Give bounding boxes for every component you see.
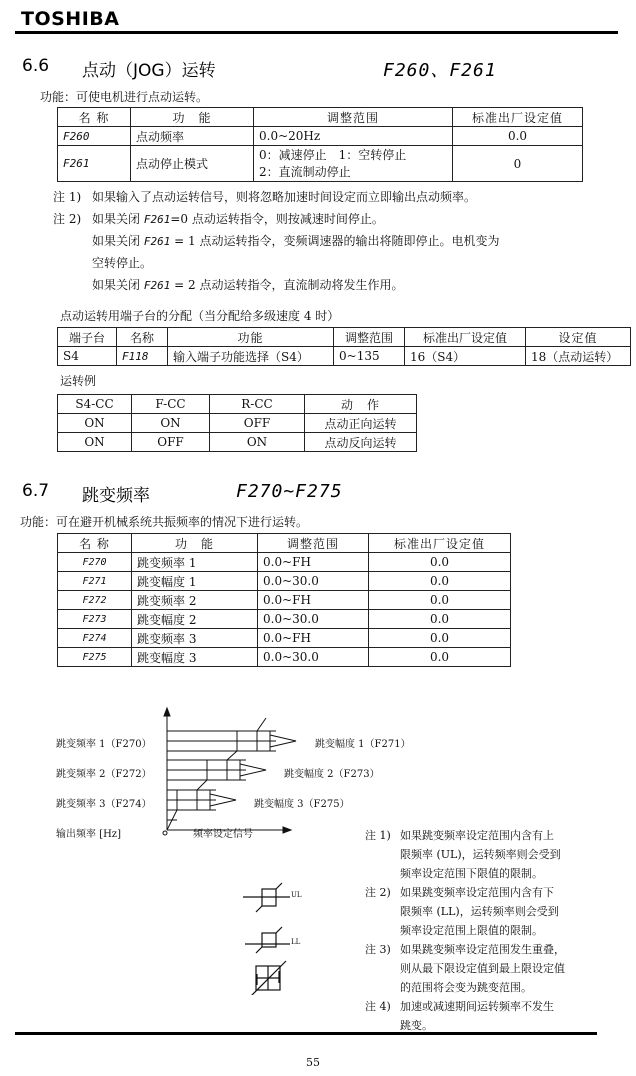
note-2-line-2 [92, 232, 499, 251]
jump-note-3 [365, 940, 565, 997]
terminal-caption: 点动运转用端子台的分配（当分配给多级速度 4 时） [60, 309, 340, 323]
note-text: 如果关闭 [92, 278, 141, 292]
note-line: 限频率 (UL)，运转频率则会受到 [400, 848, 561, 861]
col-default: 标准出厂设定值 [453, 108, 583, 127]
param-code: F118 [117, 347, 168, 366]
param-default: 0.0 [453, 127, 583, 146]
param-code: F261 [143, 279, 171, 292]
diagram-label-jump-freq-3: 跳变频率 3（F274） [56, 799, 152, 810]
param-default: 0.0 [369, 591, 511, 610]
col-s4cc: S4-CC [58, 395, 132, 414]
col-name: 名 称 [58, 534, 132, 553]
col-name: 名称 [117, 328, 168, 347]
param-default: 0.0 [369, 648, 511, 667]
note-2-line-3: 空转停止。 [92, 256, 153, 270]
note-line: 如果跳变频率设定范围内含有下 [400, 886, 554, 899]
terminal-cell: S4 [58, 347, 117, 366]
diagram-label-jump-freq-1: 跳变频率 1（F270） [56, 739, 152, 750]
col-default: 标准出厂设定值 [405, 328, 526, 347]
table-header-row [58, 395, 417, 414]
param-function: 点动频率 [131, 127, 254, 146]
jog-param-table [57, 107, 583, 182]
page-number: 55 [306, 1056, 320, 1069]
jump-note-1 [365, 826, 561, 883]
col-value: 设定值 [526, 328, 631, 347]
section-6-7-params: F270~F275 [236, 481, 343, 502]
table-header-row [58, 108, 583, 127]
jump-note-4 [365, 997, 554, 1035]
y-axis-label: 输出频率 [Hz] [56, 829, 121, 840]
note-label: 注 3) [365, 943, 391, 956]
cell: ON [58, 414, 132, 433]
note-text: 如果关闭 [92, 212, 141, 226]
table-header-row [58, 328, 631, 347]
table-row [58, 347, 631, 366]
col-range: 调整范围 [254, 108, 453, 127]
col-range: 调整范围 [334, 328, 405, 347]
y-axis-arrow-icon [164, 708, 170, 716]
param-code: F273 [58, 610, 132, 629]
ul-ll-symbols [240, 875, 320, 995]
col-default: 标准出厂设定值 [369, 534, 511, 553]
note-1-text: 如果输入了点动运转信号，则将忽略加速时间设定而立即输出点动频率。 [92, 190, 477, 204]
param-default: 0.0 [369, 610, 511, 629]
table-row [58, 648, 511, 667]
example-caption: 运转例 [60, 374, 97, 388]
diagram-label-jump-freq-2: 跳变频率 2（F272） [56, 769, 152, 780]
param-range: 0.0~30.0 [258, 648, 369, 667]
cell: ON [132, 414, 210, 433]
col-action: 动 作 [305, 395, 417, 414]
note-text: = 2 点动运转指令，直流制动将发生作用。 [170, 278, 404, 292]
param-default: 0 [453, 146, 583, 182]
cell: ON [58, 433, 132, 452]
note-text: = 1 点动运转指令，变频调速器的输出将随即停止。电机变为 [170, 234, 500, 248]
param-default: 0.0 [369, 629, 511, 648]
range-cell: 0~135 [334, 347, 405, 366]
diagram-label-jump-width-2: 跳变幅度 2（F273） [284, 769, 380, 780]
value-cell: 18（点动运转） [526, 347, 631, 366]
param-function: 跳变幅度 2 [132, 610, 258, 629]
brand-logo: TOSHIBA [21, 8, 120, 30]
function-cell: 输入端子功能选择（S4） [168, 347, 334, 366]
table-row [58, 127, 583, 146]
param-code: F261 [143, 213, 171, 226]
jump-band-1 [167, 718, 296, 751]
table-row [58, 591, 511, 610]
default-cell: 16（S4） [405, 347, 526, 366]
col-function: 功 能 [132, 534, 258, 553]
note-label: 注 1) [365, 829, 391, 842]
col-terminal: 端子台 [58, 328, 117, 347]
cell: OFF [132, 433, 210, 452]
section-6-7-number: 6.7 [22, 481, 50, 501]
table-header-row [58, 534, 511, 553]
param-code: F275 [58, 648, 132, 667]
param-code: F272 [58, 591, 132, 610]
table-row [58, 414, 417, 433]
param-range: 0.0~30.0 [258, 572, 369, 591]
param-function: 跳变频率 3 [132, 629, 258, 648]
ul-symbol-icon [243, 883, 290, 912]
param-function: 跳变频率 2 [132, 591, 258, 610]
ll-symbol-icon [245, 927, 290, 953]
jump-band-2 [167, 751, 266, 780]
col-function: 功 能 [131, 108, 254, 127]
example-table [57, 394, 417, 452]
note-line: 频率设定范围下限值的限制。 [400, 867, 543, 880]
note-2-line-1 [92, 210, 384, 229]
table-row [58, 629, 511, 648]
param-range: 0.0~FH [258, 591, 369, 610]
terminal-table [57, 327, 631, 366]
table-row [58, 553, 511, 572]
param-function: 点动停止模式 [131, 146, 254, 182]
note-2-line-4 [92, 276, 403, 295]
jump-param-table [57, 533, 511, 667]
note-line: 如果跳变频率设定范围发生重叠， [400, 943, 565, 956]
note-line: 频率设定范围上限值的限制。 [400, 924, 543, 937]
table-row [58, 610, 511, 629]
cell: OFF [210, 414, 305, 433]
param-range [254, 146, 453, 182]
param-default: 0.0 [369, 572, 511, 591]
table-row [58, 572, 511, 591]
footer-rule [15, 1032, 597, 1035]
note-line: 则从最下限设定值到最上限设定值 [400, 962, 565, 975]
param-code: F260 [58, 127, 131, 146]
note-text: 如果关闭 [92, 234, 141, 248]
origin-marker [163, 831, 167, 835]
note-line: 加速或减速期间运转频率不发生 [400, 1000, 554, 1013]
range-line-2: 2：直流制动停止 [259, 164, 351, 179]
col-function: 功能 [168, 328, 334, 347]
diagram-label-jump-width-3: 跳变幅度 3（F275） [254, 799, 350, 810]
note-label: 注 2) [365, 886, 391, 899]
diagram-label-jump-width-1: 跳变幅度 1（F271） [315, 739, 411, 750]
table-row [58, 433, 417, 452]
section-6-7-title: 跳变频率 [82, 486, 150, 506]
note-line: 如果跳变频率设定范围内含有上 [400, 829, 554, 842]
ll-label: LL [291, 938, 301, 946]
table-row [58, 146, 583, 182]
col-name: 名 称 [58, 108, 131, 127]
param-range: 0.0~FH [258, 553, 369, 572]
section-6-6-title: 点动（JOG）运转 [82, 61, 216, 81]
param-function: 跳变幅度 1 [132, 572, 258, 591]
param-code: F274 [58, 629, 132, 648]
header-rule [15, 31, 618, 34]
note-line: 的范围将会变为跳变范围。 [400, 981, 532, 994]
param-function: 跳变幅度 3 [132, 648, 258, 667]
note-label: 注 4) [365, 1000, 391, 1013]
note-line: 限频率 (LL)，运转频率则会受到 [400, 905, 559, 918]
overlap-symbol-icon [250, 961, 286, 995]
param-function: 跳变频率 1 [132, 553, 258, 572]
note-1-label: 注 1) [53, 190, 82, 204]
cell: 点动反向运转 [305, 433, 417, 452]
param-default: 0.0 [369, 553, 511, 572]
ul-label: UL [291, 891, 302, 899]
param-code: F271 [58, 572, 132, 591]
cell: 点动正向运转 [305, 414, 417, 433]
param-code: F261 [58, 146, 131, 182]
cell: ON [210, 433, 305, 452]
param-range: 0.0~30.0 [258, 610, 369, 629]
param-range: 0.0~20Hz [254, 127, 453, 146]
note-line: 跳变。 [400, 1019, 433, 1032]
jump-band-3 [167, 780, 236, 830]
note-2-label: 注 2) [53, 212, 82, 226]
param-code: F261 [143, 235, 171, 248]
param-range: 0.0~FH [258, 629, 369, 648]
note-text: =0 点动运转指令，则按减速时间停止。 [170, 212, 384, 226]
col-rcc: R-CC [210, 395, 305, 414]
param-code: F270 [58, 553, 132, 572]
section-6-6-function: 功能：可使电机进行点动运转。 [40, 90, 209, 104]
section-6-7-function: 功能：可在避开机械系统共振频率的情况下进行运转。 [20, 515, 309, 529]
section-6-6-number: 6.6 [22, 56, 50, 76]
jump-note-2 [365, 883, 559, 940]
col-range: 调整范围 [258, 534, 369, 553]
range-line-1: 0：减速停止 1：空转停止 [259, 147, 407, 162]
col-fcc: F-CC [132, 395, 210, 414]
section-6-6-params: F260、F261 [383, 60, 497, 81]
x-axis-label: 频率设定信号 [193, 829, 253, 840]
x-axis-arrow-icon [283, 827, 291, 833]
